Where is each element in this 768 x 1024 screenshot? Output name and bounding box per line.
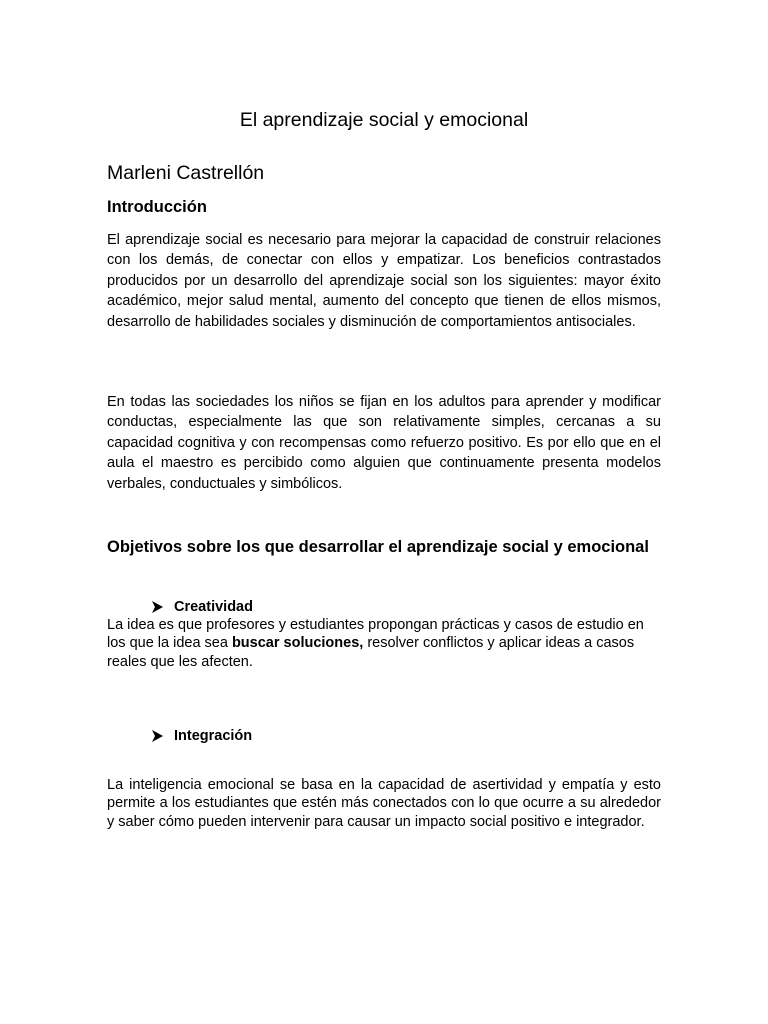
arrowhead-bullet-icon (150, 600, 164, 614)
creativity-text-before: La idea es que profesores y estudiantes propongan prácticas y casos de estudio en los que la idea sea (107, 617, 644, 652)
intro-paragraph-1: El aprendizaje social es necesario para mejorar la capacidad de construir relaciones con los demás, de conectar con ellos y empatizar. Los beneficios contrastados producidos por un desarrollo del aprendizaje social son los siguientes: mayor éxito académico, mejor salud mental, aumento del concepto que tienen de ellos mismos, desarrollo de habilidades sociales y disminución de comportamientos antisociales. (107, 232, 661, 330)
creativity-bold-text: buscar soluciones, (231, 635, 364, 652)
creativity-text-after: resolver conflictos y aplicar ideas a casos reales que les afecten. (107, 635, 635, 670)
integration-bullet (150, 728, 252, 744)
author-name: Marleni Castrellón (107, 162, 265, 184)
integration-label: Integración (174, 728, 253, 744)
integration-paragraph: La inteligencia emocional se basa en la capacidad de asertividad y empatía y esto permite a los estudiantes que estén más conectados con lo que ocurre a su alrededor y saber cómo pueden intervenir para causar un impacto social positivo e integrador. (107, 777, 661, 830)
creativity-bullet (150, 599, 253, 615)
creativity-paragraph (107, 616, 661, 671)
objectives-heading: Objetivos sobre los que desarrollar el aprendizaje social y emocional (107, 538, 649, 556)
introduction-heading: Introducción (107, 198, 207, 216)
document-title: El aprendizaje social y emocional (239, 109, 529, 131)
arrowhead-bullet-icon (150, 729, 164, 743)
creativity-label: Creatividad (174, 599, 253, 615)
intro-paragraph-2: En todas las sociedades los niños se fijan en los adultos para aprender y modificar conductas, especialmente las que son relativamente simples, cercanas a su capacidad cognitiva y con recompensas como refuerzo positivo. Es por ello que en el aula el maestro es percibido como alguien que continuamente presenta modelos verbales, conductuales y simbólicos. (107, 394, 661, 492)
